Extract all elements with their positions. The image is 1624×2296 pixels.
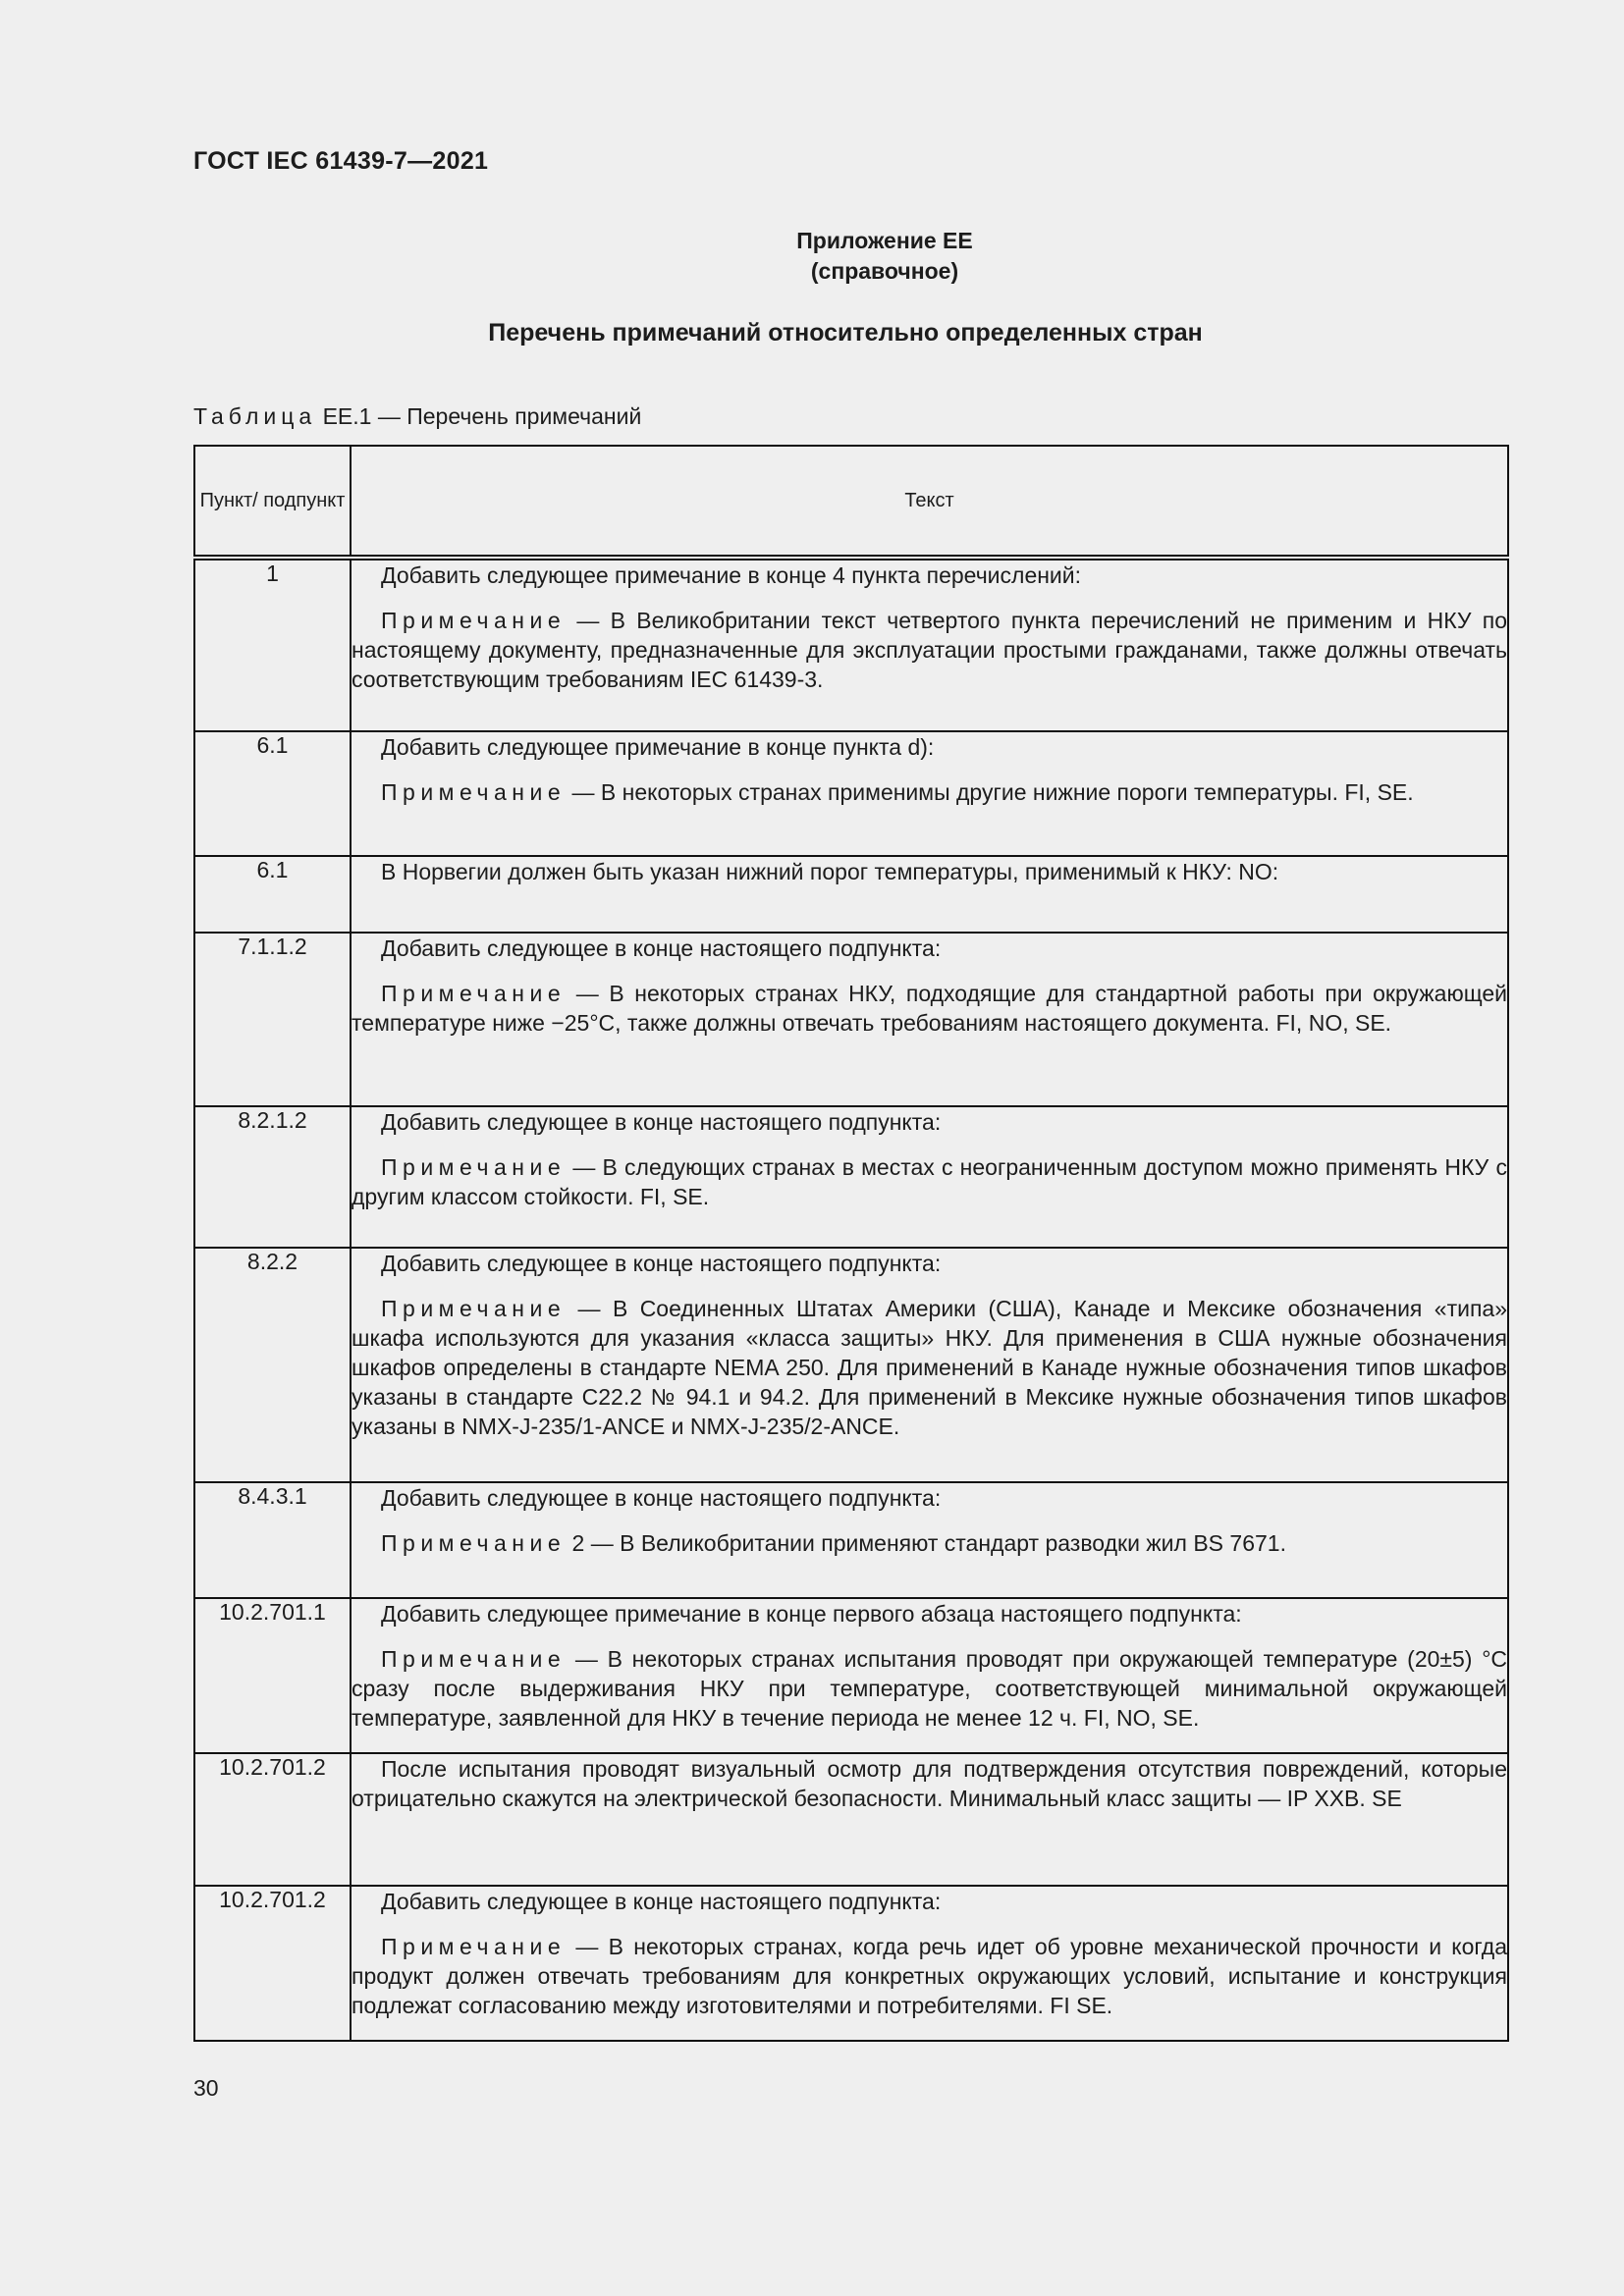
row-note [352,1294,1507,1441]
row-lead-text: После испытания проводят визуальный осмотр для подтверждения отсутствия повреждений, которые отрицательно скажутся на электрической безопасности. Минимальный класс защиты — IP XXB. SE [352,1756,1507,1811]
table-header-row [194,446,1508,558]
note-label: Примечание [381,1296,567,1321]
row-note [352,1152,1507,1211]
table-row [194,1886,1508,2041]
table-row [194,1598,1508,1753]
row-lead-text: Добавить следующее в конце настоящего подпункта: [381,1485,942,1511]
row-lead-text: Добавить следующее примечание в конце 4 пункта перечислений: [381,562,1082,588]
row-note [352,1528,1507,1558]
table-row [194,558,1508,731]
text-cell [351,1106,1508,1248]
row-note [352,1644,1507,1733]
table-caption-prefix: Таблица [193,403,317,429]
clause-cell: 8.2.2 [194,1248,351,1482]
note-text: — В некоторых странах НКУ, подходящие для стандартной работы при окружающей температуре ниже −25°C, также должны отвечать требованиям настоящего документа. FI, NO, SE. [352,981,1507,1036]
text-cell [351,933,1508,1106]
note-text: — В Великобритании текст четвертого пункта перечислений не применим и НКУ по настоящему документу, предназначенные для эксплуатации простыми гражданами, также должны отвечать соответствующим требованиям IEC 61439-3. [352,608,1507,692]
row-lead-text: Добавить следующее в конце настоящего подпункта: [381,1251,942,1276]
note-label: Примечание [381,981,567,1006]
clause-cell: 10.2.701.2 [194,1753,351,1886]
clause-cell: 10.2.701.1 [194,1598,351,1753]
table-caption-rest: ЕЕ.1 — Перечень примечаний [316,403,642,429]
note-text: — В некоторых странах, когда речь идет об уровне механической прочности и когда продукт должен отвечать требованиям для конкретных окружающих условий, испытание и конструкция подлежат согласованию между изготовителями и потребителями. FI SE. [352,1934,1507,2018]
clause-cell: 10.2.701.2 [194,1886,351,2041]
row-lead-text: Добавить следующее в конце настоящего подпункта: [381,1109,942,1135]
row-note [352,979,1507,1038]
annex-title-block [0,226,1624,287]
text-cell [351,558,1508,731]
table-row [194,1106,1508,1248]
table-row [194,1482,1508,1598]
text-cell [351,1886,1508,2041]
note-label: Примечание [381,608,567,633]
row-lead-text: Добавить следующее в конце настоящего подпункта: [381,935,942,961]
note-label: Примечание [381,779,567,805]
note-label: Примечание [381,1934,567,1959]
table-row [194,1248,1508,1482]
row-lead-text: В Норвегии должен быть указан нижний порог температуры, применимый к НКУ: NO: [381,859,1279,884]
row-note [352,606,1507,694]
text-cell [351,856,1508,933]
clause-cell: 7.1.1.2 [194,933,351,1106]
table-row [194,933,1508,1106]
table-row [194,731,1508,856]
row-note [352,777,1507,807]
page-number: 30 [193,2075,219,2101]
standard-code: ГОСТ IEC 61439-7—2021 [193,147,489,175]
annex-title: Приложение ЕЕ [796,228,973,253]
text-cell [351,1248,1508,1482]
section-heading [0,319,1624,347]
row-lead-text: Добавить следующее примечание в конце пункта d): [381,734,935,760]
notes-table [193,445,1509,2042]
note-label: Примечание [381,1154,567,1180]
column-header-text: Текст [351,446,1508,558]
clause-cell: 8.4.3.1 [194,1482,351,1598]
clause-cell: 6.1 [194,731,351,856]
annex-status: (справочное) [810,258,959,284]
row-note [352,1932,1507,2020]
clause-cell: 1 [194,558,351,731]
note-text: — В следующих странах в местах с неограниченным доступом можно применять НКУ с другим классом стойкости. FI, SE. [352,1154,1507,1209]
text-cell [351,1753,1508,1886]
clause-cell: 8.2.1.2 [194,1106,351,1248]
note-text: — В некоторых странах применимы другие нижние пороги температуры. FI, SE. [566,779,1414,805]
table-row [194,1753,1508,1886]
clause-cell: 6.1 [194,856,351,933]
table-row [194,856,1508,933]
row-lead-text: Добавить следующее примечание в конце первого абзаца настоящего подпункта: [381,1601,1242,1627]
text-cell [351,1598,1508,1753]
column-header-clause: Пункт/ подпункт [194,446,351,558]
table-caption [193,403,641,430]
note-text: — В Соединенных Штатах Америки (США), Канаде и Мексике обозначения «типа» шкафа используются для указания «класса защиты» НКУ. Для применения в США нужные обозначения шкафов определены в стандарте NEMA 250. Для применений в Канаде нужные обозначения типов шкафов указаны в стандарте C22.2 № 94.1 и 94.2. Для применений в Мексике нужные обозначения типов шкафов указаны в NMX-J-235/1-ANCE и NMX-J-235/2-ANCE. [352,1296,1507,1439]
note-text: — В некоторых странах испытания проводят при окружающей температуре (20±5) °С сразу после выдерживания НКУ при температуре, соответствующей минимальной окружающей температуре, заявленной для НКУ в течение периода не менее 12 ч. FI, NO, SE. [352,1646,1507,1731]
section-heading-text: Перечень примечаний относительно определенных стран [488,319,1203,347]
note-text: 2 — В Великобритании применяют стандарт разводки жил BS 7671. [566,1530,1286,1556]
note-label: Примечание [381,1646,567,1672]
row-lead-text: Добавить следующее в конце настоящего подпункта: [381,1889,942,1914]
text-cell [351,731,1508,856]
note-label: Примечание [381,1530,567,1556]
text-cell [351,1482,1508,1598]
